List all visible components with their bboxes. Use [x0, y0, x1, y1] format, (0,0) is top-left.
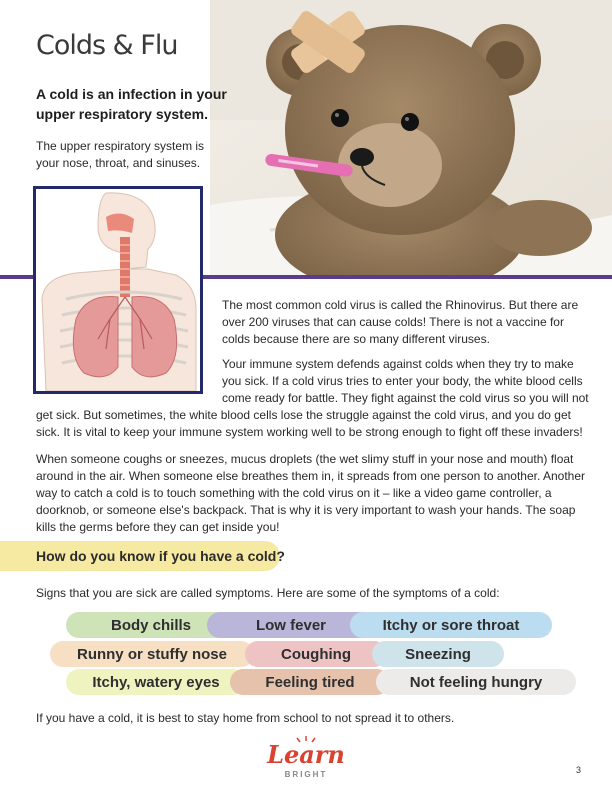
symptom-label: Not feeling hungry — [409, 673, 543, 691]
symptom-pill — [372, 641, 504, 667]
symptom-label: Runny or stuffy nose — [76, 645, 227, 663]
symptom-pill — [245, 641, 387, 667]
symptom-label: Itchy, watery eyes — [92, 673, 220, 691]
symptom-label: Itchy or sore throat — [382, 616, 520, 634]
closing-note: If you have a cold, it is best to stay home from school to not spread it to others. — [36, 711, 455, 725]
paragraph-rhinovirus: The most common cold virus is called the Rhinovirus. But there are over 200 viruses that can cause colds! There is not a vaccine for colds because there are so many different viruses. — [222, 298, 579, 346]
paragraph-immune-system-end: get sick. But sometimes, the white blood cells lose the struggle against the cold virus, and you do get sick. It is vital to keep your immune system working well to be strong enough to fight off these invaders! — [36, 408, 583, 439]
svg-text:BRIGHT: BRIGHT — [284, 770, 328, 779]
page-title: Colds & Flu — [36, 30, 178, 61]
paragraph-spreading: When someone coughs or sneezes, mucus droplets (the wet slimy stuff in your nose and mouth) float around in the air. When someone else breathes them in, it spreads from one person to another. Another way to catch a cold is to touch something with the cold virus on it – like a video game controller, a doorknob, or someone else's backpack. That is why it is very important to wash your hands. The soap kills the germs before they can get inside you! — [36, 452, 585, 534]
respiratory-system-diagram — [33, 186, 203, 394]
intro-headline: A cold is an infection in your upper respiratory system. — [36, 86, 227, 122]
symptom-pill — [350, 612, 552, 638]
symptom-label: Sneezing — [405, 645, 471, 663]
symptom-pill — [230, 669, 390, 695]
symptom-label: Feeling tired — [265, 673, 355, 691]
svg-text:Learn: Learn — [267, 740, 345, 769]
symptom-pill — [50, 641, 254, 667]
symptom-label: Low fever — [255, 616, 327, 634]
learn-bright-logo — [253, 735, 359, 781]
intro-definition: The upper respiratory system is your nose, throat, and sinuses. — [36, 139, 205, 170]
symptoms-intro: Signs that you are sick are called symptoms. Here are some of the symptoms of a cold: — [36, 586, 500, 600]
page-number: 3 — [576, 765, 582, 775]
symptom-pill — [376, 669, 576, 695]
symptom-label: Body chills — [110, 616, 192, 634]
question-heading: How do you know if you have a cold? — [36, 548, 285, 564]
symptom-label: Coughing — [281, 645, 351, 663]
paragraph-immune-system-start: Your immune system defends against colds when they try to make you sick. If a cold virus tries to enter your body, the white blood cells come ready for battle. They fight against the cold virus so you will not — [222, 357, 589, 405]
teddy-bear-photo — [210, 0, 612, 277]
symptom-pill — [66, 669, 246, 695]
